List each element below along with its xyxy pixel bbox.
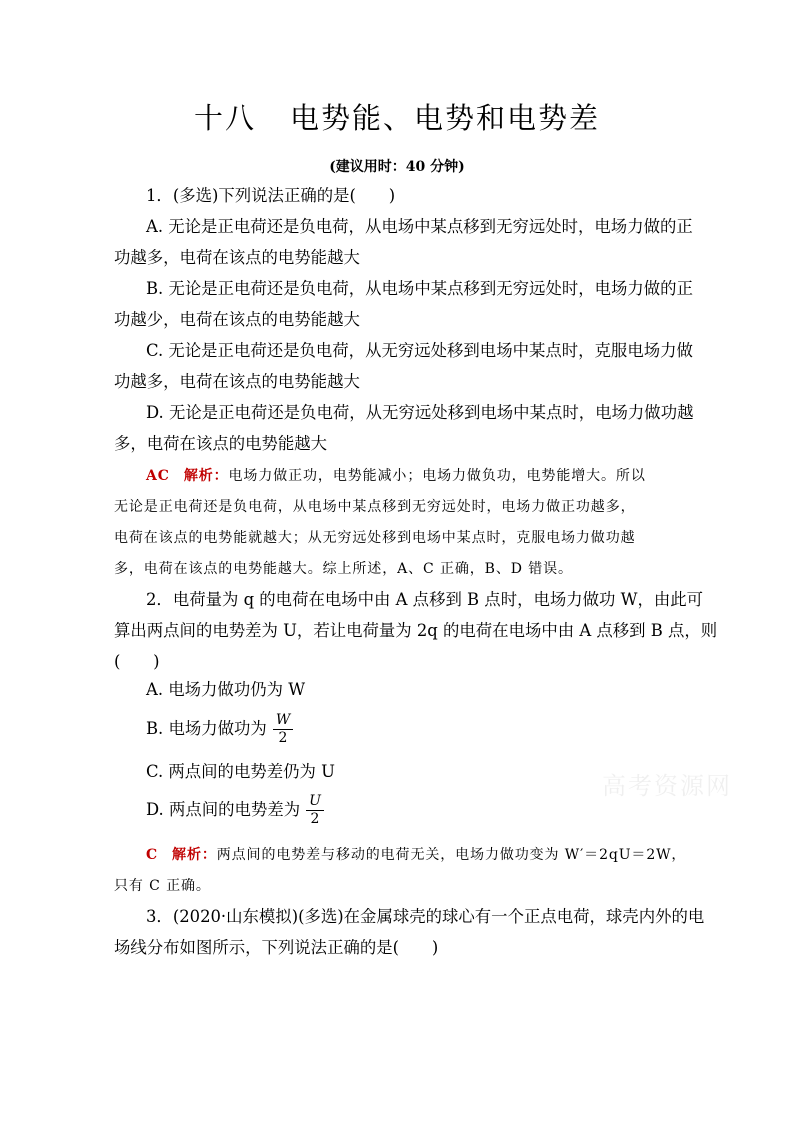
q1-option-b-line2: 功越少，电荷在该点的电势能越大: [114, 310, 360, 329]
q1-option-a-line2: 功越多，电荷在该点的电势能越大: [114, 248, 360, 267]
q1-analysis-label: 解析：: [183, 468, 229, 484]
fraction-denominator: 2: [310, 811, 320, 827]
q2-analysis-text-1: 两点间的电势差与移动的电荷无关，电场力做功变为 W′＝2qU＝2W，: [216, 847, 687, 863]
q1-answer: AC: [146, 468, 170, 484]
q2-option-b: [146, 712, 684, 747]
fraction-denominator: 2: [278, 730, 288, 746]
q2-option-c: C. 两点间的电势差仍为 U: [146, 762, 335, 781]
q1-analysis-line1: [146, 466, 684, 486]
q1-option-c-line2: 功越多，电荷在该点的电势能越大: [114, 372, 360, 391]
q1-analysis-text-1: 电场力做正功，电势能减小；电场力做负功，电势能增大。所以: [228, 468, 646, 484]
q1-option-d-line2: 多，电荷在该点的电势能越大: [114, 434, 328, 453]
watermark: 高考资源网: [602, 772, 732, 800]
q1-stem: 1．(多选)下列说法正确的是( ): [146, 186, 396, 205]
q2-stem-line1: 2．电荷量为 q 的电荷在电场中由 A 点移到 B 点时，电场力做功 W，由此可: [146, 590, 704, 609]
q2-analysis-line1: [146, 845, 687, 865]
q2-analysis-line2: 只有 C 正确。: [114, 878, 211, 894]
q2-stem-line2: 算出两点间的电势差为 U，若让电荷量为 2q 的电荷在电场中由 A 点移到 B 点，则: [114, 621, 718, 640]
q2-option-d-text: D. 两点间的电势差为: [146, 800, 301, 819]
q2-analysis-label: 解析：: [172, 847, 217, 863]
q1-option-b-line1: B. 无论是正电荷还是负电荷，从电场中某点移到无穷远处时，电场力做的正: [146, 279, 693, 298]
fraction-u-over-2: [306, 793, 324, 828]
title-text: 电势能、电势和电势差: [290, 101, 601, 135]
fraction-numerator: U: [306, 793, 324, 811]
fraction-numerator: W: [273, 712, 293, 730]
q2-stem-line3: ( ): [114, 652, 160, 671]
q3-stem-line2: 场线分布如图所示，下列说法正确的是( ): [114, 938, 439, 957]
q2-answer: C: [146, 847, 159, 863]
fraction-w-over-2: [273, 712, 293, 747]
q1-analysis-line2: 无论是正电荷还是负电荷，从电场中某点移到无穷远处时，电场力做正功越多，: [114, 499, 636, 515]
q1-analysis-line3: 电荷在该点的电势能就越大；从无穷远处移到电场中某点时，克服电场力做功越: [114, 530, 636, 546]
q3-stem-line1: 3．(2020·山东模拟)(多选)在金属球壳的球心有一个正点电荷，球壳内外的电: [146, 907, 705, 926]
q1-option-c-line1: C. 无论是正电荷还是负电荷，从无穷远处移到电场中某点时，克服电场力做: [146, 341, 693, 360]
q1-analysis-line4: 多，电荷在该点的电势能越大。综上所述，A、C 正确，B、D 错误。: [114, 561, 573, 577]
title-number: 十八: [193, 101, 256, 135]
q1-option-d-line1: D. 无论是正电荷还是负电荷，从无穷远处移到电场中某点时，电场力做功越: [146, 403, 694, 422]
q2-option-a: A. 电场力做功仍为 W: [146, 680, 306, 699]
q1-option-a-line1: A. 无论是正电荷还是负电荷，从电场中某点移到无穷远处时，电场力做的正: [146, 217, 693, 236]
page-title: [0, 96, 794, 137]
q2-option-b-text: B. 电场力做功为: [146, 719, 267, 738]
suggested-time: (建议用时：40 分钟): [329, 159, 465, 175]
